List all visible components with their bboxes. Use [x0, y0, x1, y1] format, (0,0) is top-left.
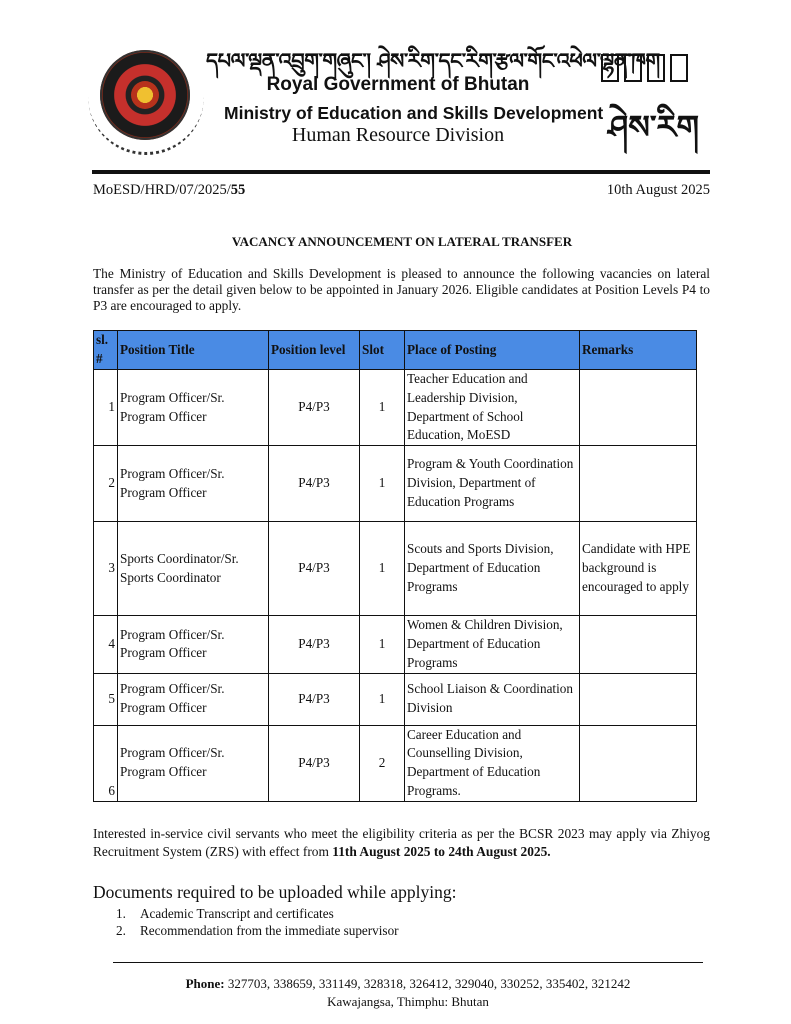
row-slot: 1	[360, 446, 405, 522]
row-position-title: Program Officer/Sr. Program Officer	[118, 616, 269, 673]
list-item: 1. Academic Transcript and certificates	[116, 906, 334, 921]
row-position-title: Program Officer/Sr. Program Officer	[118, 725, 269, 801]
documents-list	[116, 906, 399, 939]
row-slot: 1	[360, 673, 405, 725]
header-position-level: Position level	[269, 331, 360, 370]
placeholder-glyph-boxes	[601, 54, 688, 82]
ministry-name: Ministry of Education and Skills Development	[224, 103, 604, 123]
row-position-level: P4/P3	[269, 446, 360, 522]
reference-number: MoESD/HRD/07/2025/55	[93, 182, 246, 198]
row-slot: 1	[360, 522, 405, 616]
row-remarks	[580, 370, 697, 446]
row-position-level: P4/P3	[269, 370, 360, 446]
table-row	[94, 725, 697, 801]
announcement-title: VACANCY ANNOUNCEMENT ON LATERAL TRANSFER	[231, 234, 573, 249]
row-place-of-posting: Women & Children Division, Department of Education Programs	[405, 616, 580, 673]
footer-address: Kawajangsa, Thimphu: Bhutan	[327, 994, 489, 1009]
announcement-intro: The Ministry of Education and Skills Development is pleased to announce the following vacancies on lateral transfer as per the detail given below to be appointed in January 2026. Eligible candidates at Position Levels P4 to P3 are encouraged to apply.	[93, 266, 710, 313]
row-place-of-posting: School Liaison & Coordination Division	[405, 673, 580, 725]
row-sl: 5	[94, 673, 118, 725]
table-row	[94, 673, 697, 725]
row-position-level: P4/P3	[269, 725, 360, 801]
row-sl: 1	[94, 370, 118, 446]
row-position-title: Program Officer/Sr. Program Officer	[118, 673, 269, 725]
application-period: 11th August 2025 to 24th August 2025.	[332, 844, 551, 859]
row-position-title: Program Officer/Sr. Program Officer	[118, 370, 269, 446]
row-position-level: P4/P3	[269, 522, 360, 616]
row-position-level: P4/P3	[269, 673, 360, 725]
header-sl: sl. #	[94, 331, 118, 370]
table-header-row	[94, 331, 697, 370]
row-remarks	[580, 673, 697, 725]
row-sl: 6	[94, 725, 118, 801]
row-slot: 1	[360, 370, 405, 446]
row-place-of-posting: Program & Youth Coordination Division, Department of Education Programs	[405, 446, 580, 522]
government-name: Royal Government of Bhutan	[266, 74, 530, 95]
row-remarks: Candidate with HPE background is encouraged to apply	[580, 522, 697, 616]
dzongkha-ministry-logo: ཤེས་རིག	[608, 108, 700, 146]
row-remarks	[580, 725, 697, 801]
row-sl: 4	[94, 616, 118, 673]
header-place-of-posting: Place of Posting	[405, 331, 580, 370]
row-slot: 2	[360, 725, 405, 801]
table-row	[94, 446, 697, 522]
vacancy-table	[93, 330, 697, 802]
footer-phone: Phone: 327703, 338659, 331149, 328318, 326412, 329040, 330252, 335402, 321242	[185, 976, 631, 991]
table-row	[94, 616, 697, 673]
letter-date: 10th August 2025	[606, 182, 710, 198]
row-slot: 1	[360, 616, 405, 673]
emblem-script-arc	[88, 92, 204, 155]
row-place-of-posting: Scouts and Sports Division, Department of Education Programs	[405, 522, 580, 616]
dzongkha-letterhead-title: དཔལ་ལྡན་འབྲུག་གཞུང་། ཤེས་རིག་དང་རིག་རྩལ་གོང་འཕེལ་ལྷན་ཁག	[206, 49, 660, 73]
header-remarks: Remarks	[580, 331, 697, 370]
application-instructions: Interested in-service civil servants who meet the eligibility criteria as per the BCSR 2023 may apply via Zhiyog Recruitment System (ZRS) with effect from 11th August 2025 to 24th August 2025.	[93, 826, 710, 859]
row-place-of-posting: Teacher Education and Leadership Division, Department of School Education, MoESD	[405, 370, 580, 446]
table-row	[94, 522, 697, 616]
header-position-title: Position Title	[118, 331, 269, 370]
documents-heading: Documents required to be uploaded while applying:	[93, 882, 457, 902]
footer-rule	[113, 962, 703, 963]
header-slot: Slot	[360, 331, 405, 370]
row-position-level: P4/P3	[269, 616, 360, 673]
row-sl: 3	[94, 522, 118, 616]
row-position-title: Program Officer/Sr. Program Officer	[118, 446, 269, 522]
row-remarks	[580, 616, 697, 673]
list-item: 2. Recommendation from the immediate supervisor	[116, 922, 399, 938]
table-row	[94, 370, 697, 446]
row-sl: 2	[94, 446, 118, 522]
row-place-of-posting: Career Education and Counselling Division, Department of Education Programs.	[405, 725, 580, 801]
row-position-title: Sports Coordinator/Sr. Sports Coordinator	[118, 522, 269, 616]
division-name: Human Resource Division	[291, 124, 505, 146]
row-remarks	[580, 446, 697, 522]
header-rule	[92, 170, 710, 174]
